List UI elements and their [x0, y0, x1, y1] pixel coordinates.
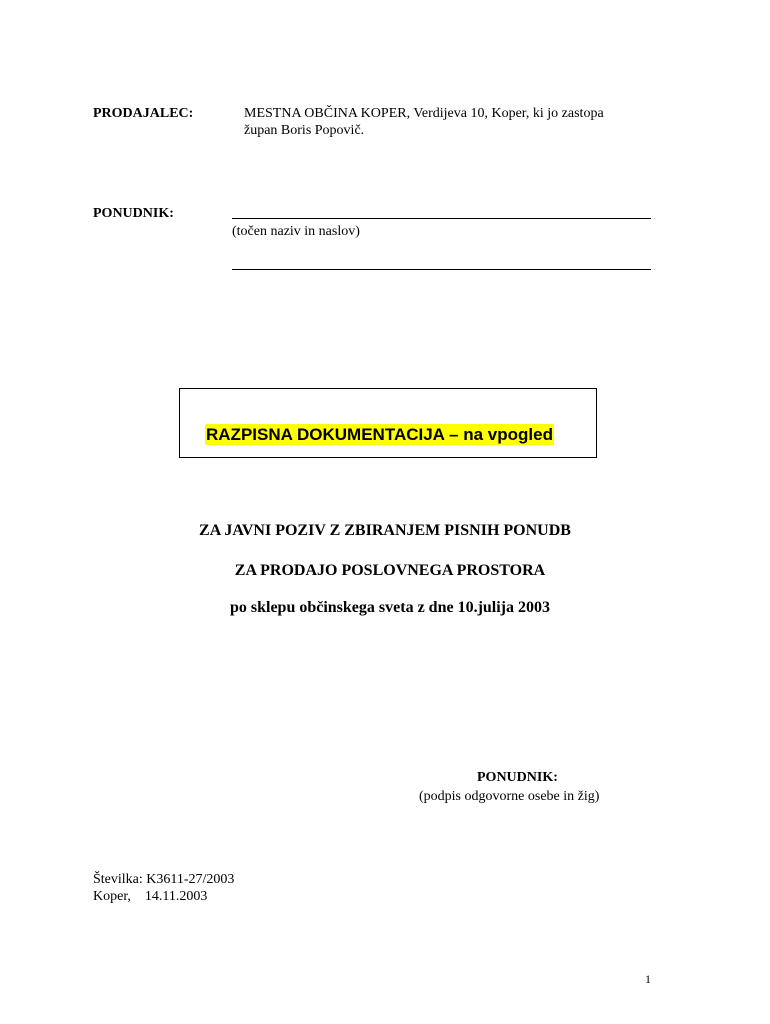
signature-label: PONUDNIK:	[477, 770, 558, 785]
bidder-name-line	[232, 218, 651, 219]
seller-label: PRODAJALEC:	[93, 106, 194, 121]
banner-title: RAZPISNA DOKUMENTACIJA – na vpogled	[206, 425, 553, 444]
page-number: 1	[645, 972, 651, 986]
seller-line-2: župan Boris Popovič.	[244, 123, 365, 138]
seller-line-1: MESTNA OBČINA KOPER, Verdijeva 10, Koper, ki jo zastopa	[244, 106, 604, 121]
document-number: Številka: K3611-27/2003	[93, 872, 235, 887]
place-and-date: Koper, 14.11.2003	[93, 889, 208, 904]
signature-hint: (podpis odgovorne osebe in žig)	[419, 789, 600, 804]
bidder-label: PONUDNIK:	[93, 206, 174, 221]
bidder-address-line	[232, 269, 651, 270]
heading-line-3: po sklepu občinskega sveta z dne 10.julija 2003	[229, 599, 551, 616]
heading-line-1: ZA JAVNI POZIV Z ZBIRANJEM PISNIH PONUDB	[199, 522, 571, 539]
bidder-hint: (točen naziv in naslov)	[232, 224, 360, 239]
heading-line-2: ZA PRODAJO POSLOVNEGA PROSTORA	[234, 562, 546, 579]
banner-box	[179, 388, 597, 458]
